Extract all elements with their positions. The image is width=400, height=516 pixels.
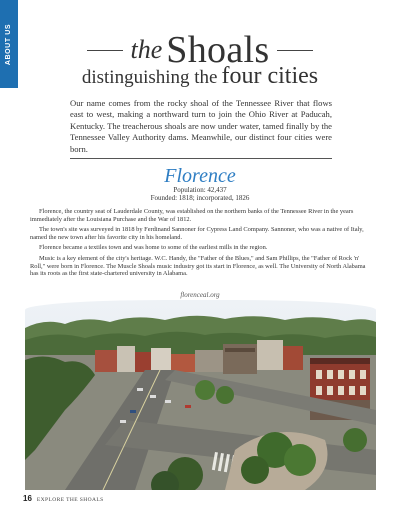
city-population: Population: 42,437 [173, 186, 227, 194]
title-rule-right [277, 50, 313, 51]
city-founded: Founded: 1818; incorporated, 1826 [150, 194, 250, 202]
body-paragraph: Music is a key element of the city's heritage. W.C. Handy, the "Father of the Blues," and Sam Phillips, the "Father of Rock 'n' Roll," were born in Florence. The Muscle Shoals music industry got its start in Florence, as well. The University of North Alabama has its roots as the first state-chartered university in Alabama. [30, 254, 366, 278]
section-divider [70, 158, 332, 159]
city-header [0, 166, 400, 202]
title-rule-left [87, 50, 123, 51]
title-prefix: the [130, 35, 163, 64]
page-footer [23, 494, 104, 503]
page-number: 16 [23, 494, 32, 503]
body-paragraph: Florence became a textiles town and was home to some of the earliest mills in the region. [39, 244, 268, 252]
body-paragraph: Florence, the country seat of Lauderdale County, was established on the northern banks of the Tennessee River in the years immediately after the Louisiana Purchase and the War of 1812. [30, 208, 354, 223]
city-website-link[interactable]: florenceal.org [180, 291, 220, 299]
subtitle-part2: four cities [221, 63, 319, 89]
title-main: Shoals [166, 29, 270, 71]
aerial-photo-florence [25, 300, 376, 490]
city-name: Florence [164, 165, 236, 187]
publication-name: EXPLORE THE SHOALS [36, 497, 104, 503]
section-tab-label: ABOUT US [5, 23, 13, 65]
body-paragraph: The town's site was surveyed in 1818 by Ferdinand Sannoner for Cypress Land Company. Sannoner, who was a native of Italy, named the new town after his favorite city in his homeland. [30, 226, 364, 241]
subtitle-part1: distinguishing the [81, 67, 218, 88]
article-body [30, 208, 375, 281]
intro-paragraph: Our name comes from the rocky shoal of the Tennessee River that flows east to west, making a northward turn to join the Ohio River at Paducah, Kentucky. The treacherous shoals are now under water, tamed finally by the Tennessee Valley Authority dams. Meanwhile, our distinct four cities were born. [70, 98, 332, 154]
page-subtitle [0, 63, 400, 90]
